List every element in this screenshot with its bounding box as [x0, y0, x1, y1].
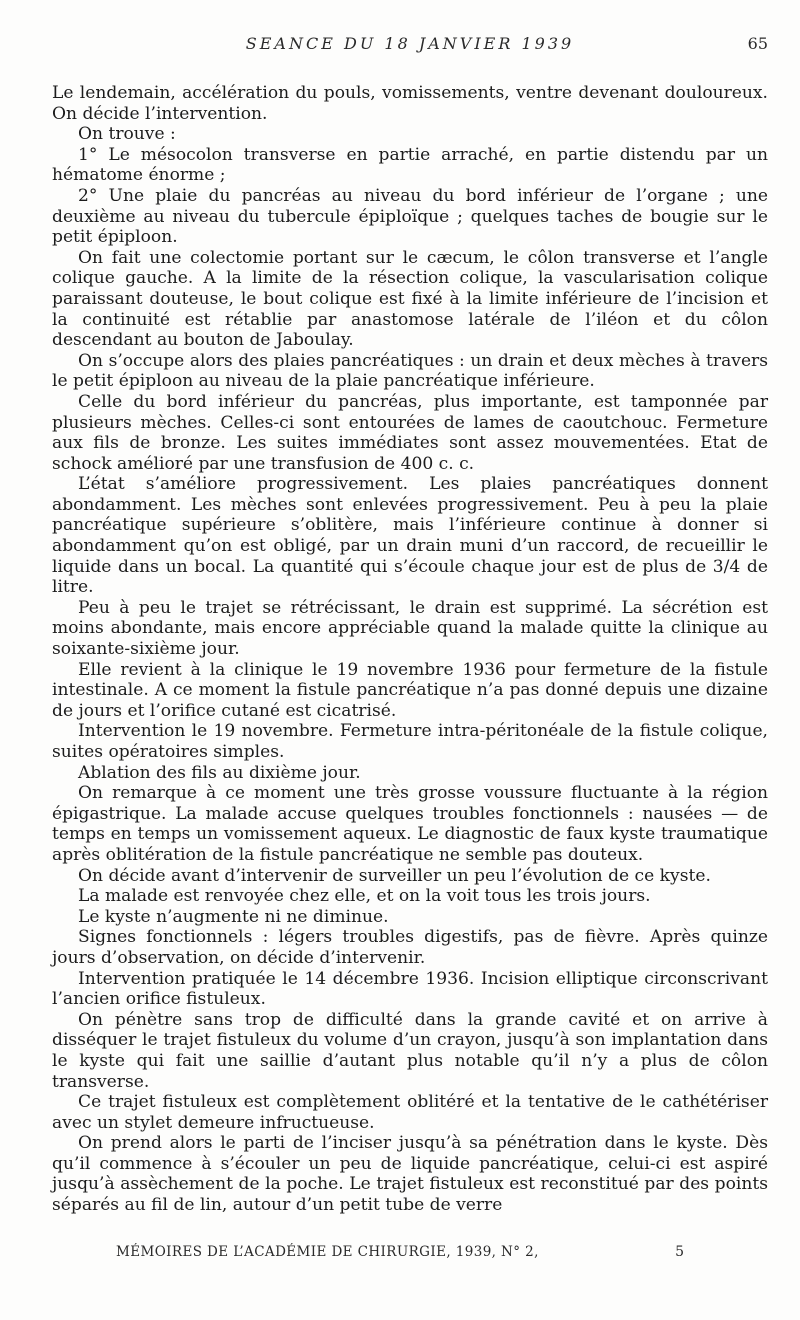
paragraph: Le lendemain, accélération du pouls, vomissements, ventre devenant douloureux. On décide l’intervention.	[52, 83, 768, 124]
paragraph: On remarque à ce moment une très grosse voussure fluctuante à la région épigastrique. La malade accuse quelques troubles fonctionnels : nausées — de temps en temps un vomissement aqueux. Le diagnostic de faux kyste traumatique après oblitération de la fistule pancréatique ne semble pas douteux.	[52, 783, 768, 865]
running-title: SEANCE DU 18 JANVIER 1939	[245, 34, 575, 53]
journal-citation: MÉMOIRES DE L’ACADÉMIE DE CHIRURGIE, 1939, N° 2,	[116, 1244, 539, 1260]
body-text	[52, 83, 768, 1216]
paragraph: Intervention pratiquée le 14 décembre 1936. Incision elliptique circonscrivant l’ancien orifice fistuleux.	[52, 968, 768, 1010]
paragraph: On trouve :	[78, 124, 176, 145]
paragraph: 2° Une plaie du pancréas au niveau du bord inférieur de l’organe ; une deuxième au niveau du tubercule épiploïque ; quelques taches de bougie sur le petit épiploon.	[52, 185, 768, 248]
paragraph: On prend alors le parti de l’inciser jusqu’à sa pénétration dans le kyste. Dès qu’il commence à s’écouler un peu de liquide pancréatique, celui-ci est aspiré jusqu’à assèchement de la poche. Le trajet fistuleux est reconstitué par des points séparés au fil de lin, autour d’un petit tube de verre	[52, 1133, 768, 1216]
page-footer	[116, 1244, 684, 1266]
paragraph: Ablation des fils au dixième jour.	[78, 762, 361, 783]
paragraph: On décide avant d’intervenir de surveiller un peu l’évolution de ce kyste.	[78, 865, 711, 886]
paragraph: Elle revient à la clinique le 19 novembre 1936 pour fermeture de la fistule intestinale. A ce moment la fistule pancréatique n’a pas donné depuis une dizaine de jours et l’orifice cutané est cicatrisé.	[52, 659, 768, 721]
paragraph: La malade est renvoyée chez elle, et on la voit tous les trois jours.	[78, 886, 651, 907]
paragraph: On fait une colectomie portant sur le cæcum, le côlon transverse et l’angle colique gauche. A la limite de la résection colique, la vascularisation colique paraissant douteuse, le bout colique est fixé à la limite inférieure de l’incision et la continuité est rétablie par anastomose latérale de l’iléon et du côlon descendant au bouton de Jaboulay.	[52, 247, 768, 351]
paragraph: L’état s’améliore progressivement. Les plaies pancréatiques donnent abondamment. Les mèches sont enlevées progressivement. Peu à peu la plaie pancréatique supérieure s’oblitère, mais l’inférieure continue à donner si abondamment qu’on est obligé, par un drain muni d’un raccord, de recueillir le liquide dans un bocal. La quantité qui s’écoule chaque jour est de plus de 3/4 de litre.	[52, 474, 768, 598]
paragraph: On pénètre sans trop de difficulté dans la grande cavité et on arrive à disséquer le trajet fistuleux du volume d’un crayon, jusqu’à son implantation dans le kyste qui fait une saillie d’autant plus notable qu’il n’y a plus de côlon transverse.	[52, 1009, 768, 1092]
running-header	[52, 34, 768, 58]
paragraph: Signes fonctionnels : légers troubles digestifs, pas de fièvre. Après quinze jours d’observation, on décide d’intervenir.	[52, 927, 768, 968]
paragraph: Peu à peu le trajet se rétrécissant, le drain est supprimé. La sécrétion est moins abondante, mais encore appréciable quand la malade quitte la clinique au soixante-sixième jour.	[52, 597, 768, 660]
paragraph: Le kyste n’augmente ni ne diminue.	[78, 906, 389, 927]
paragraph: Intervention le 19 novembre. Fermeture intra-péritonéale de la fistule colique, suites opératoires simples.	[52, 721, 768, 762]
page-number: 65	[747, 34, 768, 53]
paragraph: Ce trajet fistuleux est complètement oblitéré et la tentative de le cathétériser avec un stylet demeure infructueuse.	[52, 1092, 768, 1133]
paragraph: 1° Le mésocolon transverse en partie arraché, en partie distendu par un hématome énorme ;	[52, 144, 768, 186]
paragraph: Celle du bord inférieur du pancréas, plus importante, est tamponnée par plusieurs mèches. Celles-ci sont entourées de lames de caoutchouc. Fermeture aux fils de bronze. Les suites immédiates sont assez mouvementées. Etat de schock amélioré par une transfusion de 400 c. c.	[52, 391, 768, 474]
paragraph: On s’occupe alors des plaies pancréatiques : un drain et deux mèches à travers le petit épiploon au niveau de la plaie pancréatique inférieure.	[52, 350, 768, 392]
signature-mark: 5	[675, 1244, 684, 1260]
